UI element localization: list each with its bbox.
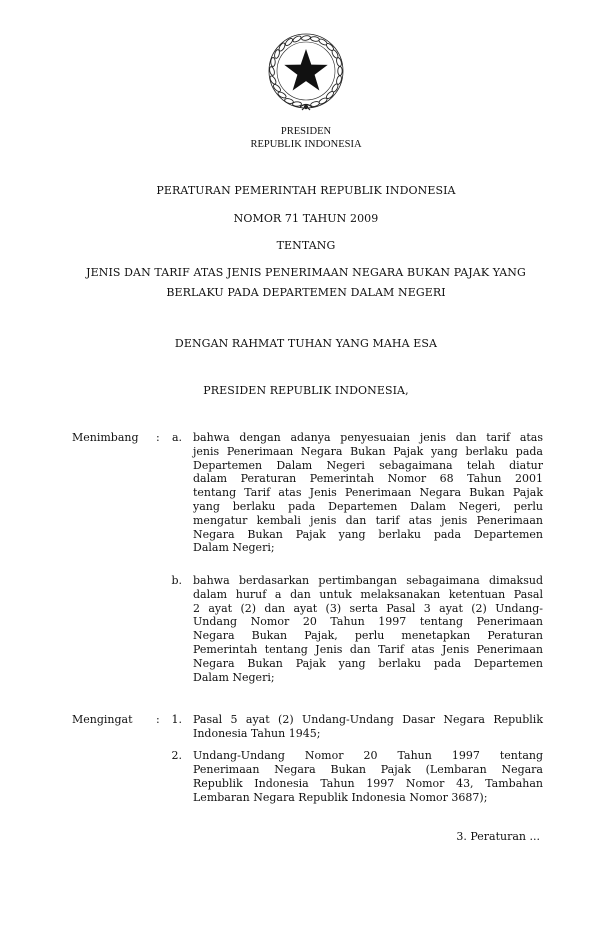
menimbang-colon: : (156, 431, 160, 444)
text-line: Dalam Negeri; (193, 670, 275, 684)
item-body (193, 749, 543, 805)
presidential-seal-star-wreath-icon (264, 30, 348, 114)
regulation-subject-line-2: BERLAKU PADA DEPARTEMEN DALAM NEGERI (166, 286, 446, 299)
item-marker: a. (171, 431, 182, 444)
item-marker: 2. (171, 749, 182, 762)
mengingat-label: Mengingat (72, 713, 133, 726)
text-line: Negara Bukan Pajak, perlu menetapkan Peraturan (193, 629, 543, 643)
regulation-subject-line-1: JENIS DAN TARIF ATAS JENIS PENERIMAAN NEGARA BUKAN PAJAK YANG (86, 266, 526, 279)
letterhead-line-1: PRESIDEN (280, 126, 332, 137)
text-line: bahwa dengan adanya penyesuaian jenis dan tarif atas (193, 431, 543, 444)
text-line: Departemen Dalam Negeri sebagaimana telah diatur (193, 458, 543, 472)
text-line: 2 ayat (2) dan ayat (3) serta Pasal 3 ayat (2) Undang- (193, 601, 543, 615)
text-line: tentang Tarif atas Jenis Penerimaan Negara Bukan Pajak (193, 486, 543, 500)
text-line: mengatur kembali jenis dan tarif atas jenis Penerimaan (193, 513, 543, 527)
text-line: jenis Penerimaan Negara Bukan Pajak yang berlaku pada (193, 444, 543, 458)
text-line: Undang Nomor 20 Tahun 1997 tentang Penerimaan (193, 615, 543, 629)
text-line: Lembaran Negara Republik Indonesia Nomor 3687); (193, 791, 488, 804)
item-body (193, 431, 543, 555)
regulation-type-heading: PERATURAN PEMERINTAH REPUBLIK INDONESIA (156, 184, 456, 197)
text-line: Negara Bukan Pajak yang berlaku pada Departemen (193, 527, 543, 541)
text-line: dalam huruf a dan untuk melaksanakan ketentuan Pasal (193, 587, 543, 601)
page-continuation-note: 3. Peraturan ... (456, 830, 540, 843)
letterhead-line-2: REPUBLIK INDONESIA (250, 139, 362, 150)
regulation-number: NOMOR 71 TAHUN 2009 (233, 212, 379, 225)
text-line: Penerimaan Negara Bukan Pajak (Lembaran Negara (193, 763, 543, 776)
text-line: Pemerintah tentang Jenis dan Tarif atas Jenis Penerimaan (193, 642, 543, 656)
item-body (193, 574, 543, 684)
mengingat-colon: : (156, 713, 160, 726)
text-line: Republik Indonesia Tahun 1997 Nomor 43, Tambahan (193, 777, 543, 790)
preamble-issuer: PRESIDEN REPUBLIK INDONESIA, (203, 384, 409, 397)
text-line: Indonesia Tahun 1945; (193, 727, 321, 740)
menimbang-label: Menimbang (72, 431, 139, 444)
text-line: dalam Peraturan Pemerintah Nomor 68 Tahun 2001 (193, 472, 543, 486)
regulation-about-label: TENTANG (276, 239, 336, 252)
text-line: yang berlaku pada Departemen Dalam Negeri, perlu (193, 499, 543, 513)
preamble-blessing: DENGAN RAHMAT TUHAN YANG MAHA ESA (174, 337, 438, 350)
text-line: Pasal 5 ayat (2) Undang-Undang Dasar Negara Republik (193, 713, 543, 726)
text-line: Dalam Negeri; (193, 541, 275, 555)
item-marker: 1. (171, 713, 182, 726)
item-body (193, 713, 543, 741)
text-line: Undang-Undang Nomor 20 Tahun 1997 tentang (193, 749, 543, 762)
text-line: bahwa berdasarkan pertimbangan sebagaimana dimaksud (193, 574, 543, 587)
text-line: Negara Bukan Pajak yang berlaku pada Departemen (193, 656, 543, 670)
item-marker: b. (171, 574, 182, 587)
